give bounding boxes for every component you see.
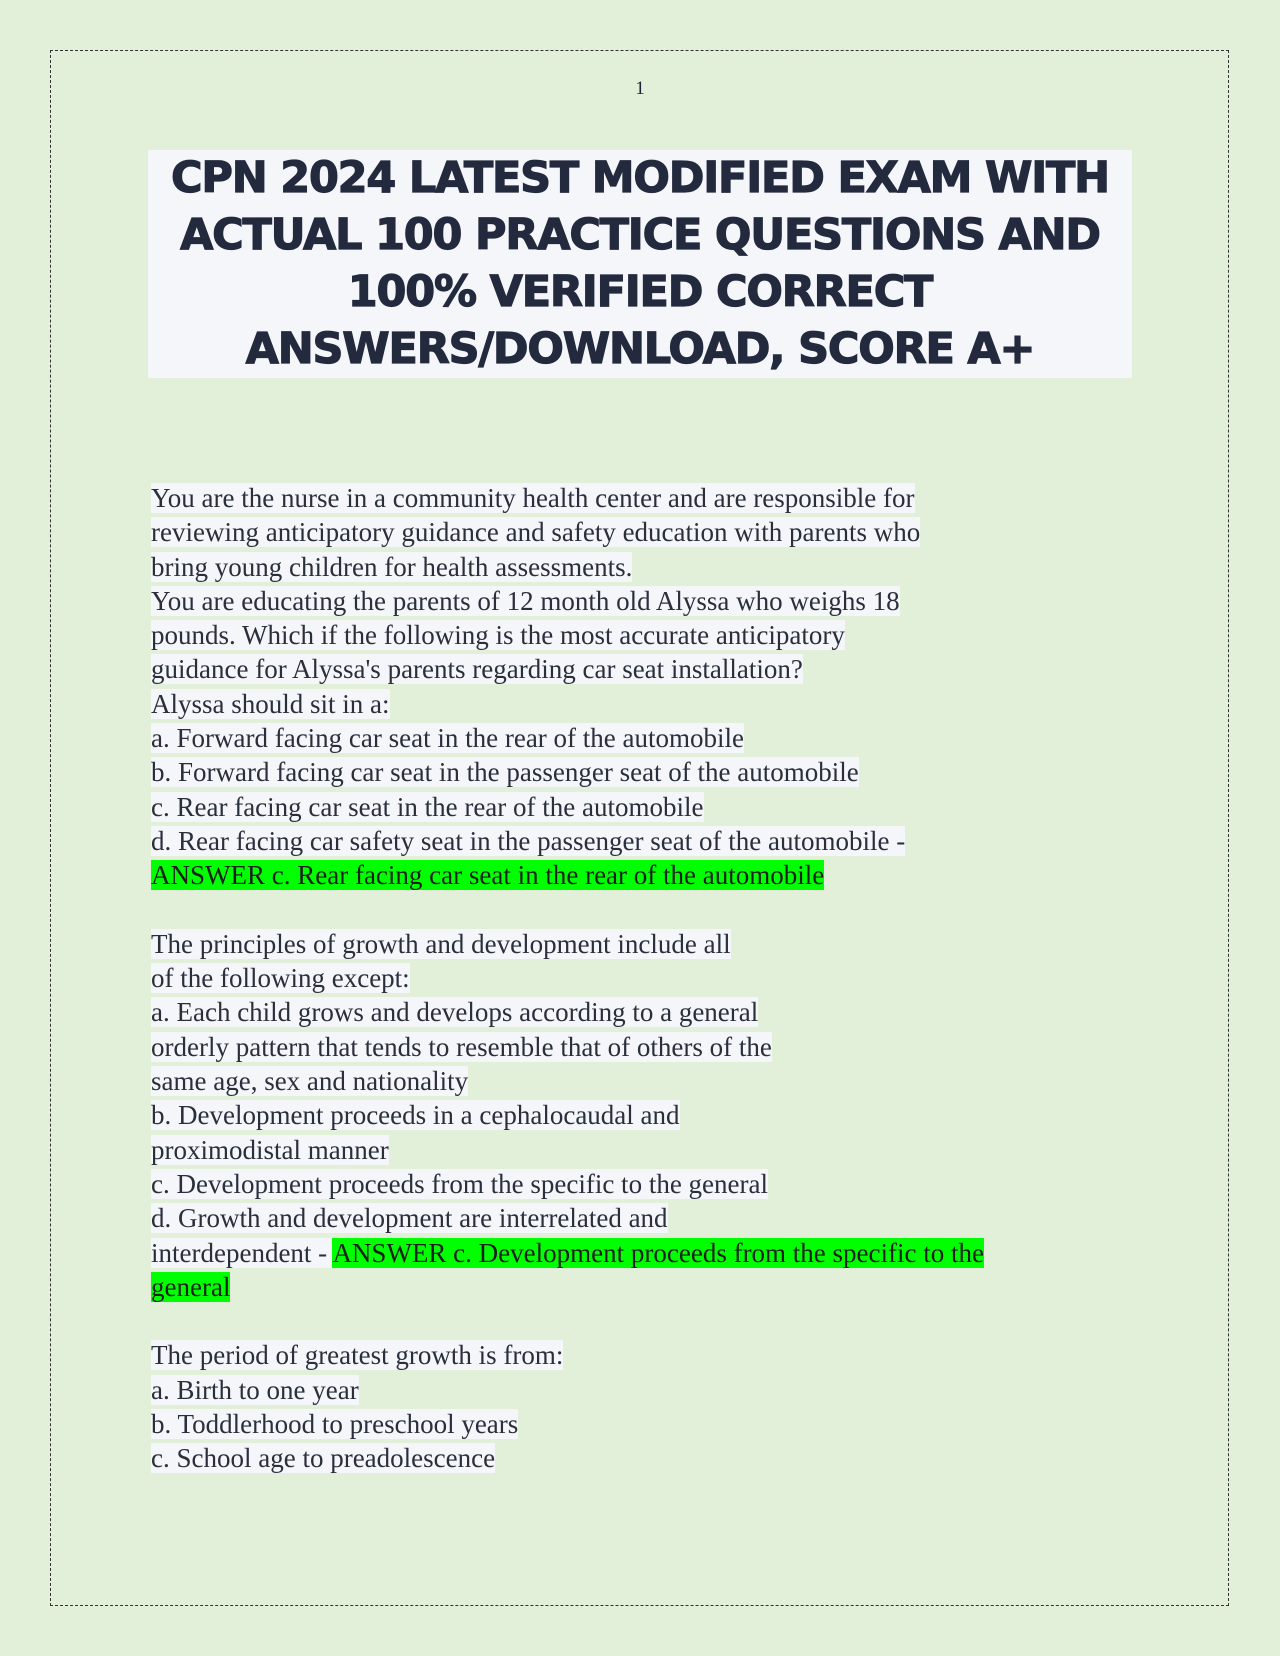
answer-option-d: d. Rear facing car safety seat in the passenger seat of the automobile - (151, 825, 906, 856)
title-line: ACTUAL 100 PRACTICE QUESTIONS AND (180, 210, 1100, 260)
correct-answer-cont: general (151, 1271, 231, 1302)
answer-option-b: b. Toddlerhood to preschool years (151, 1409, 519, 1440)
question-text-line: The principles of growth and development include all (151, 928, 731, 959)
answer-option-b: b. Forward facing car seat in the passenger seat of the automobile (151, 757, 859, 788)
question-text-line: You are the nurse in a community health center and are responsible for (151, 483, 915, 513)
question-text-line: bring young children for health assessments. (151, 551, 633, 582)
answer-option-a-cont: orderly pattern that tends to resemble that of others of the (151, 1031, 772, 1062)
question-2 (151, 927, 1131, 1304)
title-line: ANSWERS/DOWNLOAD, SCORE A+ (245, 324, 1035, 374)
page-number: 1 (635, 78, 645, 99)
answer-option-a: a. Birth to one year (151, 1374, 359, 1405)
answer-option-c: c. Development proceeds from the specific to the general (151, 1168, 768, 1199)
answer-option-a: a. Each child grows and develops according to a general (151, 997, 759, 1028)
question-text-line: guidance for Alyssa's parents regarding car seat installation? (151, 654, 803, 685)
question-1 (151, 481, 1131, 893)
title-line: CPN 2024 LATEST MODIFIED EXAM WITH (171, 153, 1109, 203)
answer-option-d-cont: interdependent - (151, 1237, 333, 1268)
question-text-line: of the following except: (151, 963, 410, 994)
question-stem: The period of greatest growth is from: (151, 1340, 564, 1371)
question-text-line: reviewing anticipatory guidance and safety education with parents who (151, 517, 921, 548)
document-title (148, 150, 1132, 378)
answer-option-a: a. Forward facing car seat in the rear of the automobile (151, 723, 744, 754)
question-3 (151, 1338, 1131, 1475)
correct-answer: ANSWER c. Rear facing car seat in the rear of the automobile (151, 860, 825, 891)
question-stem: Alyssa should sit in a: (151, 688, 390, 719)
answer-option-b: b. Development proceeds in a cephalocaudal and (151, 1100, 680, 1131)
answer-option-d: d. Growth and development are interrelated and (151, 1203, 668, 1234)
correct-answer: ANSWER c. Development proceeds from the specific to the (332, 1237, 984, 1268)
question-text-line: You are educating the parents of 12 month old Alyssa who weighs 18 (151, 585, 900, 616)
answer-option-c: c. School age to preadolescence (151, 1443, 496, 1474)
question-text-line: pounds. Which if the following is the most accurate anticipatory (151, 620, 845, 651)
document-body (151, 481, 1131, 1476)
title-line: 100% VERIFIED CORRECT (347, 267, 933, 317)
answer-option-b-cont: proximodistal manner (151, 1134, 389, 1165)
answer-option-a-cont: same age, sex and nationality (151, 1066, 469, 1097)
answer-option-c: c. Rear facing car seat in the rear of the automobile (151, 791, 704, 822)
